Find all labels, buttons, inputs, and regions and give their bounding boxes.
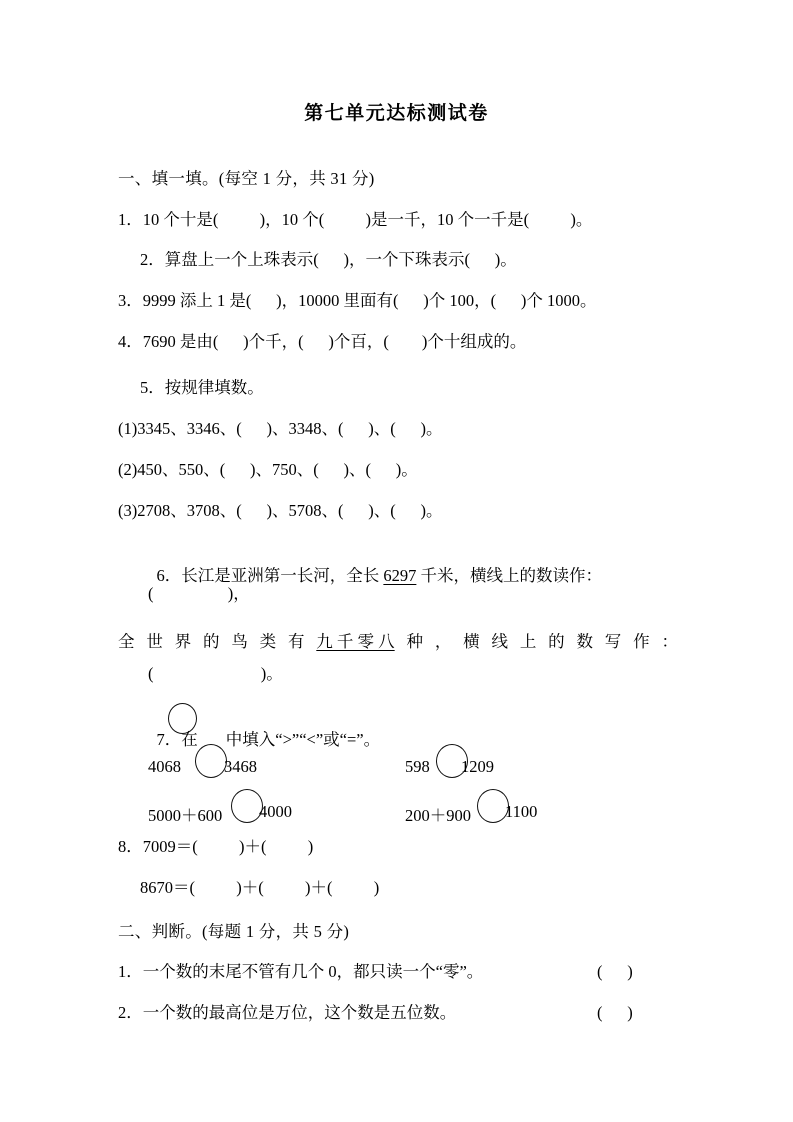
- q6-ch-3: 的: [202, 632, 220, 651]
- question-7-a-circle[interactable]: [195, 744, 227, 778]
- question-6-text-after: 千米，横线上的数读作：: [416, 565, 602, 585]
- q6-ch-0: 全: [118, 632, 135, 651]
- section-two-question-1-answer-blank[interactable]: ( ): [597, 962, 633, 981]
- q6-t-6: 数: [576, 632, 593, 651]
- q6-t-5: 的: [548, 632, 565, 651]
- question-7-d-right: 1100: [505, 802, 538, 821]
- question-8-line-1: 8．7009＝( )＋( ): [118, 837, 314, 856]
- question-5: 5．按规律填数。: [140, 378, 264, 397]
- question-7-prompt-circle: [168, 703, 197, 734]
- question-7-c-right: 4000: [259, 802, 292, 821]
- q6-t-1: ，: [434, 632, 452, 651]
- q6-t-7: 写: [604, 632, 622, 651]
- question-8-line-2: 8670＝( )＋( )＋( ): [140, 878, 380, 897]
- question-1: 1．10 个十是( )，10 个( )是一千，10 个一千是( )。: [118, 210, 593, 229]
- q6-t-8: 作: [633, 632, 650, 651]
- q6-ch-2: 界: [174, 632, 192, 651]
- question-7-a-right: 3468: [224, 757, 257, 776]
- question-7-d-left: 200＋900: [405, 806, 471, 825]
- q6-ch-6: 有: [287, 632, 305, 651]
- q6-t-3: 线: [491, 632, 508, 651]
- question-7-b-left: 598: [405, 757, 430, 776]
- q6-ch-4: 鸟: [231, 632, 248, 651]
- question-7-a-left: 4068: [148, 757, 181, 776]
- question-4: 4．7690 是由( )个千，( )个百，( )个十组成的。: [118, 332, 527, 351]
- question-6-line-3: [118, 628, 678, 652]
- q6-t-0: 种: [406, 632, 423, 651]
- question-7-b-right: 1209: [461, 757, 494, 776]
- page-title: 第七单元达标测试卷: [304, 102, 489, 124]
- q6-t-4: 上: [519, 632, 537, 651]
- question-6-answer-blank-1[interactable]: ( )，: [148, 584, 250, 603]
- q6-ch-5: 类: [259, 632, 277, 651]
- question-2: 2．算盘上一个上珠表示( )，一个下珠表示( )。: [140, 250, 517, 269]
- question-6-answer-blank-2[interactable]: ( )。: [148, 664, 283, 683]
- question-3: 3．9999 添上 1 是( )，10000 里面有( )个 100，( )个 1000。: [118, 291, 597, 310]
- question-7-prompt-before: 7．在: [156, 729, 198, 749]
- question-6-text-before: 6．长江是亚洲第一长河，全长: [156, 565, 384, 585]
- q6-t-9: ：: [661, 632, 678, 651]
- section-two-question-2-answer-blank[interactable]: ( ): [597, 1003, 633, 1022]
- question-6-underlined-phrase: 九 千 零 八: [316, 632, 395, 651]
- q6-ch-1: 世: [146, 632, 163, 651]
- question-7-prompt-after: 中填入“>”“<”或“=”。: [225, 729, 381, 749]
- section-two-question-2: 2．一个数的最高位是万位，这个数是五位数。: [118, 1003, 457, 1022]
- section-one-heading: 一、填一填。(每空 1 分，共 31 分): [118, 169, 375, 188]
- question-5-sub-2: (2)450、550、( )、750、( )、( )。: [118, 460, 418, 479]
- section-two-heading: 二、判断。(每题 1 分，共 5 分): [118, 922, 350, 941]
- question-6-underlined-number: 6297: [383, 565, 417, 585]
- q6-t-2: 横: [463, 632, 480, 651]
- section-two-question-1: 1．一个数的末尾不管有几个 0，都只读一个“零”。: [118, 962, 484, 981]
- question-5-sub-3: (3)2708、3708、( )、5708、( )、( )。: [118, 501, 443, 520]
- question-5-sub-1: (1)3345、3346、( )、3348、( )、( )。: [118, 419, 443, 438]
- question-7-c-left: 5000＋600: [148, 806, 223, 825]
